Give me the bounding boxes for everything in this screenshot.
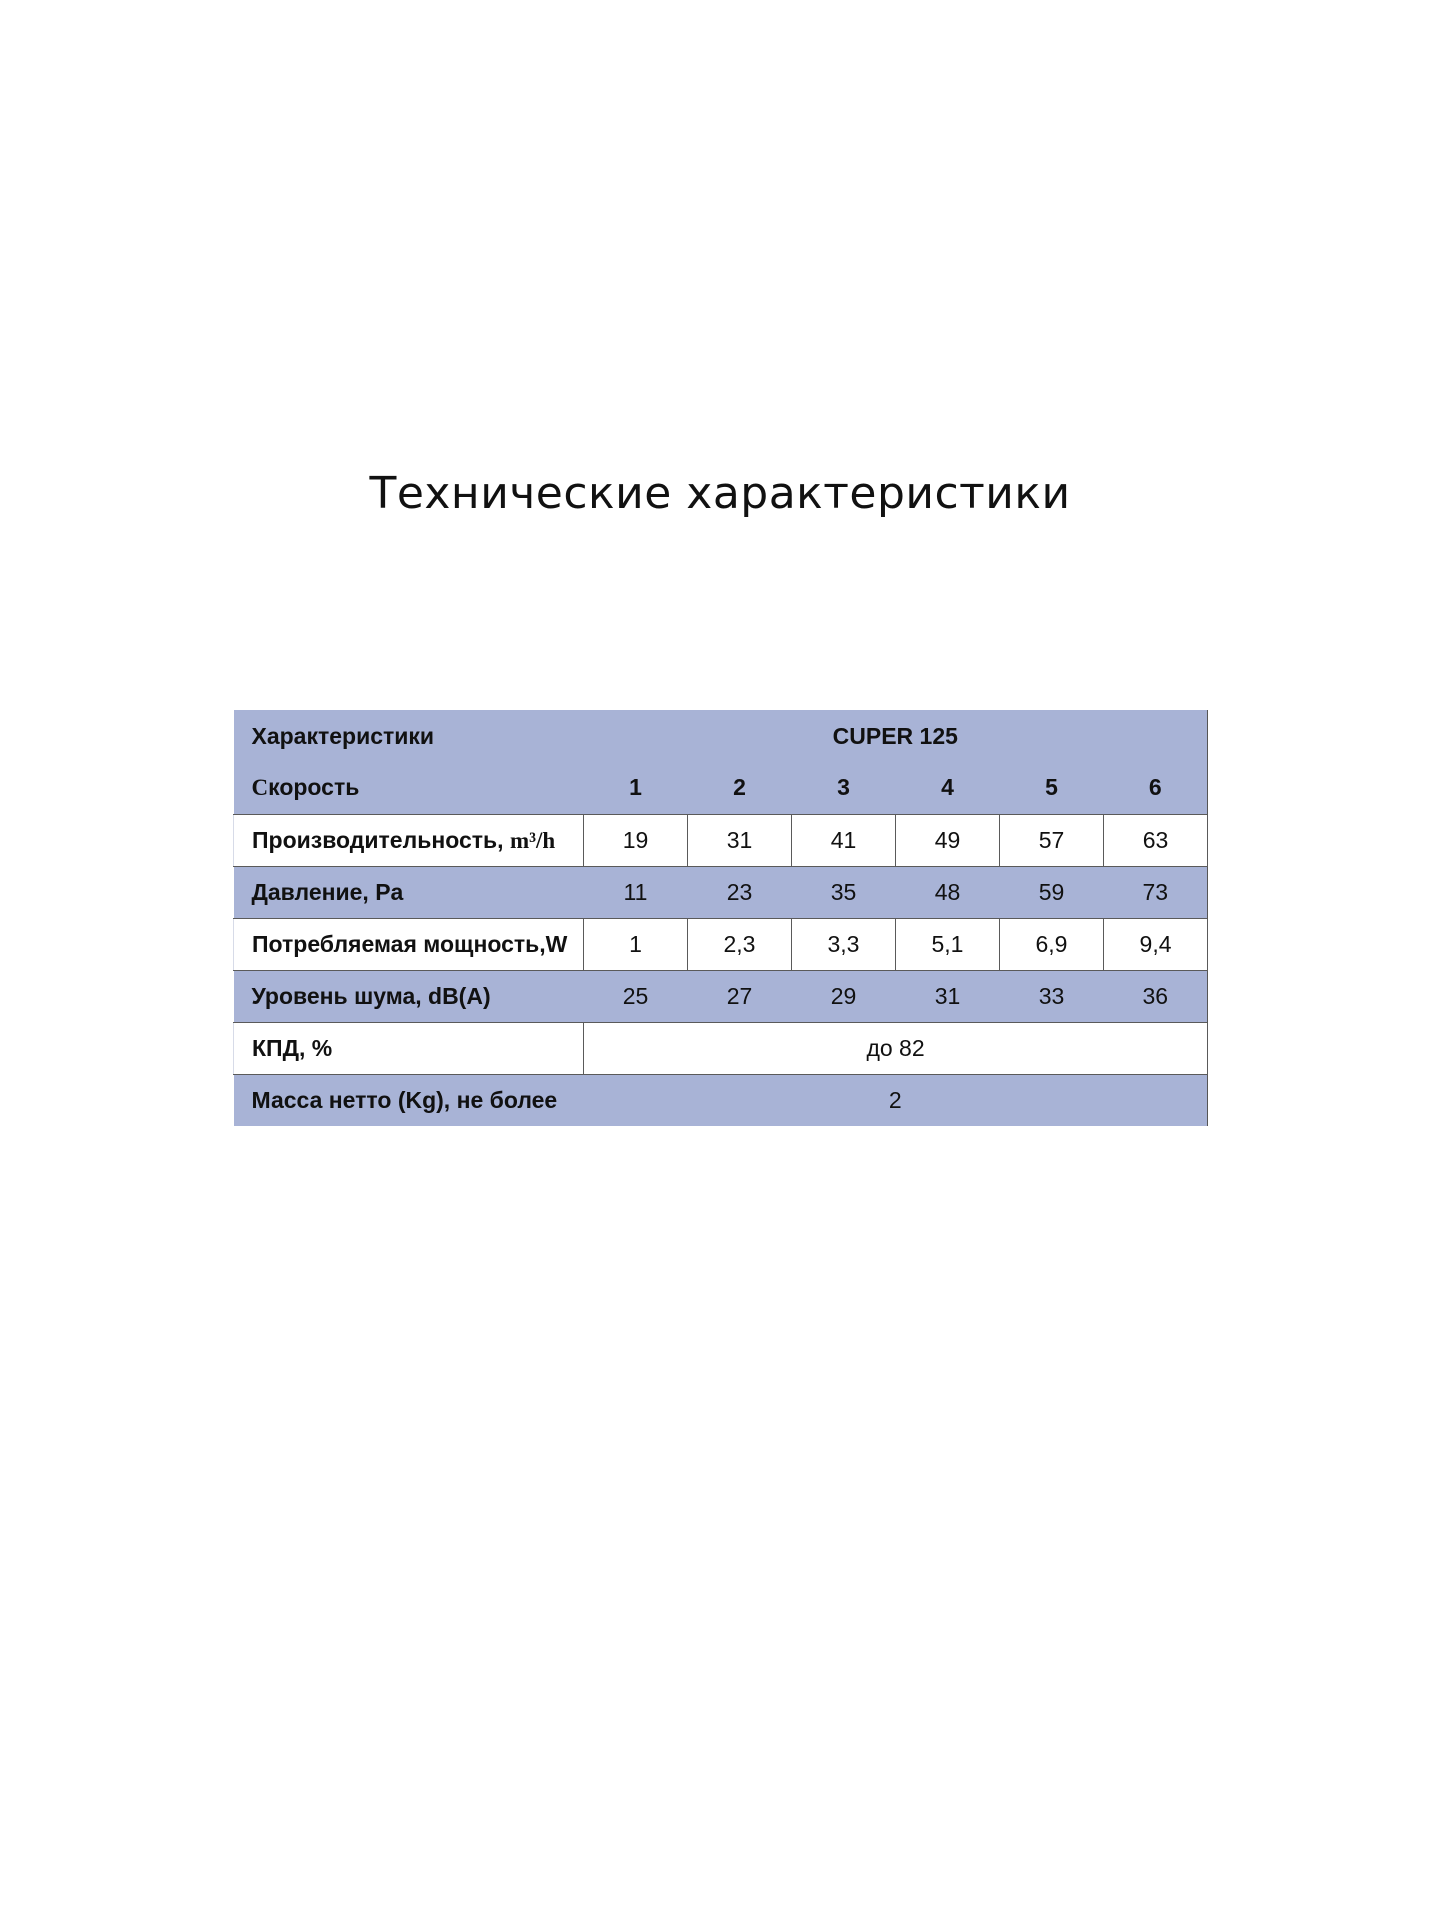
pressure-value-cell: 11 (584, 866, 688, 918)
airflow-value-cell: 31 (688, 814, 792, 866)
speed-cell: 5 (1000, 762, 1104, 814)
airflow-unit: m³/h (509, 827, 556, 853)
noise-row (234, 970, 1208, 1022)
weight-value-cell: 2 (584, 1074, 1208, 1126)
airflow-value-cell: 57 (1000, 814, 1104, 866)
airflow-value-cell: 63 (1104, 814, 1208, 866)
power-value-cell: 6,9 (1000, 918, 1104, 970)
pressure-value-cell: 23 (688, 866, 792, 918)
noise-value-cell: 27 (688, 970, 792, 1022)
efficiency-row (234, 1022, 1208, 1074)
pressure-value-cell: 48 (896, 866, 1000, 918)
airflow-value-cell: 19 (584, 814, 688, 866)
pressure-row (234, 866, 1208, 918)
noise-label-cell: Уровень шума, dB(A) (234, 970, 584, 1022)
power-value-cell: 3,3 (792, 918, 896, 970)
speed-cell: 4 (896, 762, 1000, 814)
efficiency-value-cell: до 82 (584, 1022, 1208, 1074)
speed-label-initial: С (251, 775, 269, 801)
power-row (234, 918, 1208, 970)
weight-label-cell: Масса нетто (Kg), не более (234, 1074, 584, 1126)
power-label-cell: Потребляемая мощность,W (234, 918, 584, 970)
airflow-value-cell: 41 (792, 814, 896, 866)
pressure-label-cell: Давление, Pa (234, 866, 584, 918)
speed-row (234, 762, 1208, 814)
pressure-value-cell: 59 (1000, 866, 1104, 918)
efficiency-label-cell: КПД, % (234, 1022, 584, 1074)
power-value-cell: 1 (584, 918, 688, 970)
specifications-table (233, 710, 1208, 1126)
pressure-value-cell: 35 (792, 866, 896, 918)
power-value-cell: 9,4 (1104, 918, 1208, 970)
airflow-label: Производительность, (252, 826, 510, 853)
speed-label-cell (234, 762, 584, 814)
power-value-cell: 2,3 (688, 918, 792, 970)
noise-value-cell: 33 (1000, 970, 1104, 1022)
noise-value-cell: 25 (584, 970, 688, 1022)
speed-cell: 3 (792, 762, 896, 814)
speed-cell: 1 (584, 762, 688, 814)
weight-row (234, 1074, 1208, 1126)
page-title: Технические характеристики (369, 468, 1071, 519)
noise-value-cell: 31 (896, 970, 1000, 1022)
model-name-cell: CUPER 125 (584, 710, 1208, 762)
airflow-value-cell: 49 (896, 814, 1000, 866)
power-value-cell: 5,1 (896, 918, 1000, 970)
table-header-row (234, 710, 1208, 762)
noise-value-cell: 36 (1104, 970, 1208, 1022)
airflow-label-cell (234, 814, 584, 866)
noise-value-cell: 29 (792, 970, 896, 1022)
speed-cell: 6 (1104, 762, 1208, 814)
pressure-value-cell: 73 (1104, 866, 1208, 918)
speed-cell: 2 (688, 762, 792, 814)
speed-label-rest: корость (268, 774, 360, 801)
header-label-cell: Характеристики (234, 710, 584, 762)
airflow-row (234, 814, 1208, 866)
